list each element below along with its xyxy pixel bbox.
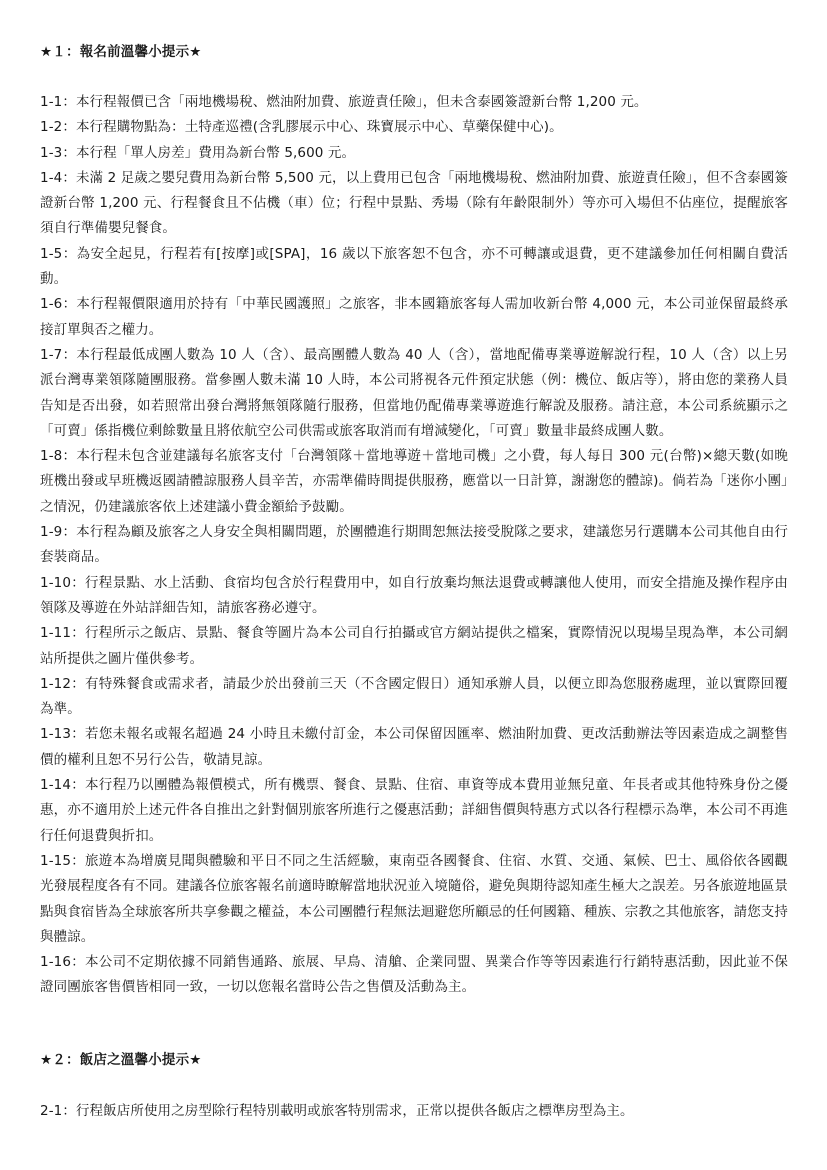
tip-item: 1-6：本行程報價限適用於持有「中華民國護照」之旅客，非本國籍旅客每人需加收新台幣 4,000 元，本公司並保留最終承接訂單與否之權力。 [40, 296, 788, 338]
tip-item: 2-1：行程飯店所使用之房型除行程特別載明或旅客特別需求，正常以提供各飯店之標準房型為主。 [40, 1103, 634, 1119]
tip-item: 1-4：未滿 2 足歲之嬰兒費用為新台幣 5,500 元，以上費用已包含「兩地機場稅、燃油附加費、旅遊責任險」，但不含泰國簽證新台幣 1,200 元、行程餐食且不佔機（車）位；行程中景點、秀場（除有年齡限制外）等亦可入場但不佔座位，提醒旅客須自行準備嬰兒餐食。 [40, 169, 788, 237]
section-title-hotel-tips: ★２：飯店之溫馨小提示★ [40, 1052, 202, 1068]
tip-item: 1-12：有特殊餐食或需求者，請最少於出發前三天（不含國定假日）通知承辦人員，以便立即為您服務處理，並以實際回覆為準。 [40, 675, 788, 718]
tip-item: 1-13：若您未報名或報名超過 24 小時且未繳付訂金，本公司保留因匯率、燃油附加費、更改活動辦法等因素造成之調整售價的權利且恕不另行公告，敬請見諒。 [40, 726, 788, 768]
tip-item: 1-8：本行程未包含並建議每名旅客支付「台灣領隊＋當地導遊＋當地司機」之小費，每人每日 300 元(台幣)×總天數(如晚班機出發或早班機返國請體諒服務人員辛苦，亦需準備時間提供服務，應當以一日計算，謝謝您的體諒)。倘若為「迷你小團」之情況，仍建議旅客依上述建議小費金額給予鼓勵。 [40, 448, 788, 515]
tip-item: 1-14：本行程乃以團體為報價模式，所有機票、餐食、景點、住宿、車資等成本費用並無兒童、年長者或其他特殊身份之優惠，亦不適用於上述元件各自推出之針對個別旅客所進行之優惠活動；詳細售價與特惠方式以各行程標示為準，本公司不再進行任何退費與折扣。 [40, 777, 788, 844]
tip-item: 1-16：本公司不定期依據不同銷售通路、旅展、早鳥、清艙、企業同盟、異業合作等等因素進行行銷特惠活動，因此並不保證同團旅客售價皆相同一致，一切以您報名當時公告之售價及活動為主。 [40, 954, 788, 996]
tip-item: 1-3：本行程「單人房差」費用為新台幣 5,600 元。 [40, 144, 356, 161]
section-title-registration-tips: ★１：報名前溫馨小提示★ [40, 44, 202, 60]
registration-tips-list [40, 90, 788, 1001]
tip-item: 1-2：本行程購物點為：土特產巡禮(含乳膠展示中心、珠寶展示中心、草藥保健中心)。 [40, 119, 563, 136]
tip-item: 1-9：本行程為顧及旅客之人身安全與相關問題，於團體進行期間恕無法接受脫隊之要求，建議您另行選購本公司其他自由行套裝商品。 [40, 524, 788, 566]
hotel-tips-list [40, 1099, 788, 1124]
tip-item: 1-11：行程所示之飯店、景點、餐食等圖片為本公司自行拍攝或官方網站提供之檔案，實際情況以現場呈現為準，本公司網站所提供之圖片僅供參考。 [40, 625, 788, 667]
tip-item: 1-15：旅遊本為增廣見聞與體驗和平日不同之生活經驗，東南亞各國餐食、住宿、水質、交通、氣候、巴士、風俗依各國觀光發展程度各有不同。建議各位旅客報名前適時瞭解當地狀況並入境隨俗，避免與期待認知產生極大之誤差。另各旅遊地區景點與食宿皆為全球旅客所共享參觀之權益，本公司團體行程無法迴避您所顧忌的任何國籍、種族、宗教之其他旅客，請您支持與體諒。 [40, 852, 788, 945]
tip-item: 1-7：本行程最低成團人數為 10 人（含）、最高團體人數為 40 人（含），當地配備專業導遊解說行程，10 人（含）以上另派台灣專業領隊隨團服務。當參團人數未滿 10 人時，本公司將視各元件預定狀態（例：機位、飯店等），將由您的業務人員告知是否出發，如若照常出發台灣將無領隊隨行服務，但當地仍配備專業導遊進行解說及服務。請注意，本公司系統顯示之「可賣」係指機位剩餘數量且將依航空公司供需或旅客取消而有增減變化，「可賣」數量非最終成團人數。 [40, 346, 788, 439]
tip-item: 1-5：為安全起見，行程若有[按摩]或[SPA]，16 歲以下旅客恕不包含，亦不可轉讓或退費，更不建議參加任何相關自費活動。 [40, 245, 788, 288]
tip-item: 1-10：行程景點、水上活動、食宿均包含於行程費用中，如自行放棄均無法退費或轉讓他人使用，而安全措施及操作程序由領隊及導遊在外站詳細告知，請旅客務必遵守。 [40, 574, 788, 616]
tip-item: 1-1：本行程報價已含「兩地機場稅、燃油附加費、旅遊責任險」，但未含泰國簽證新台幣 1,200 元。 [40, 94, 648, 110]
